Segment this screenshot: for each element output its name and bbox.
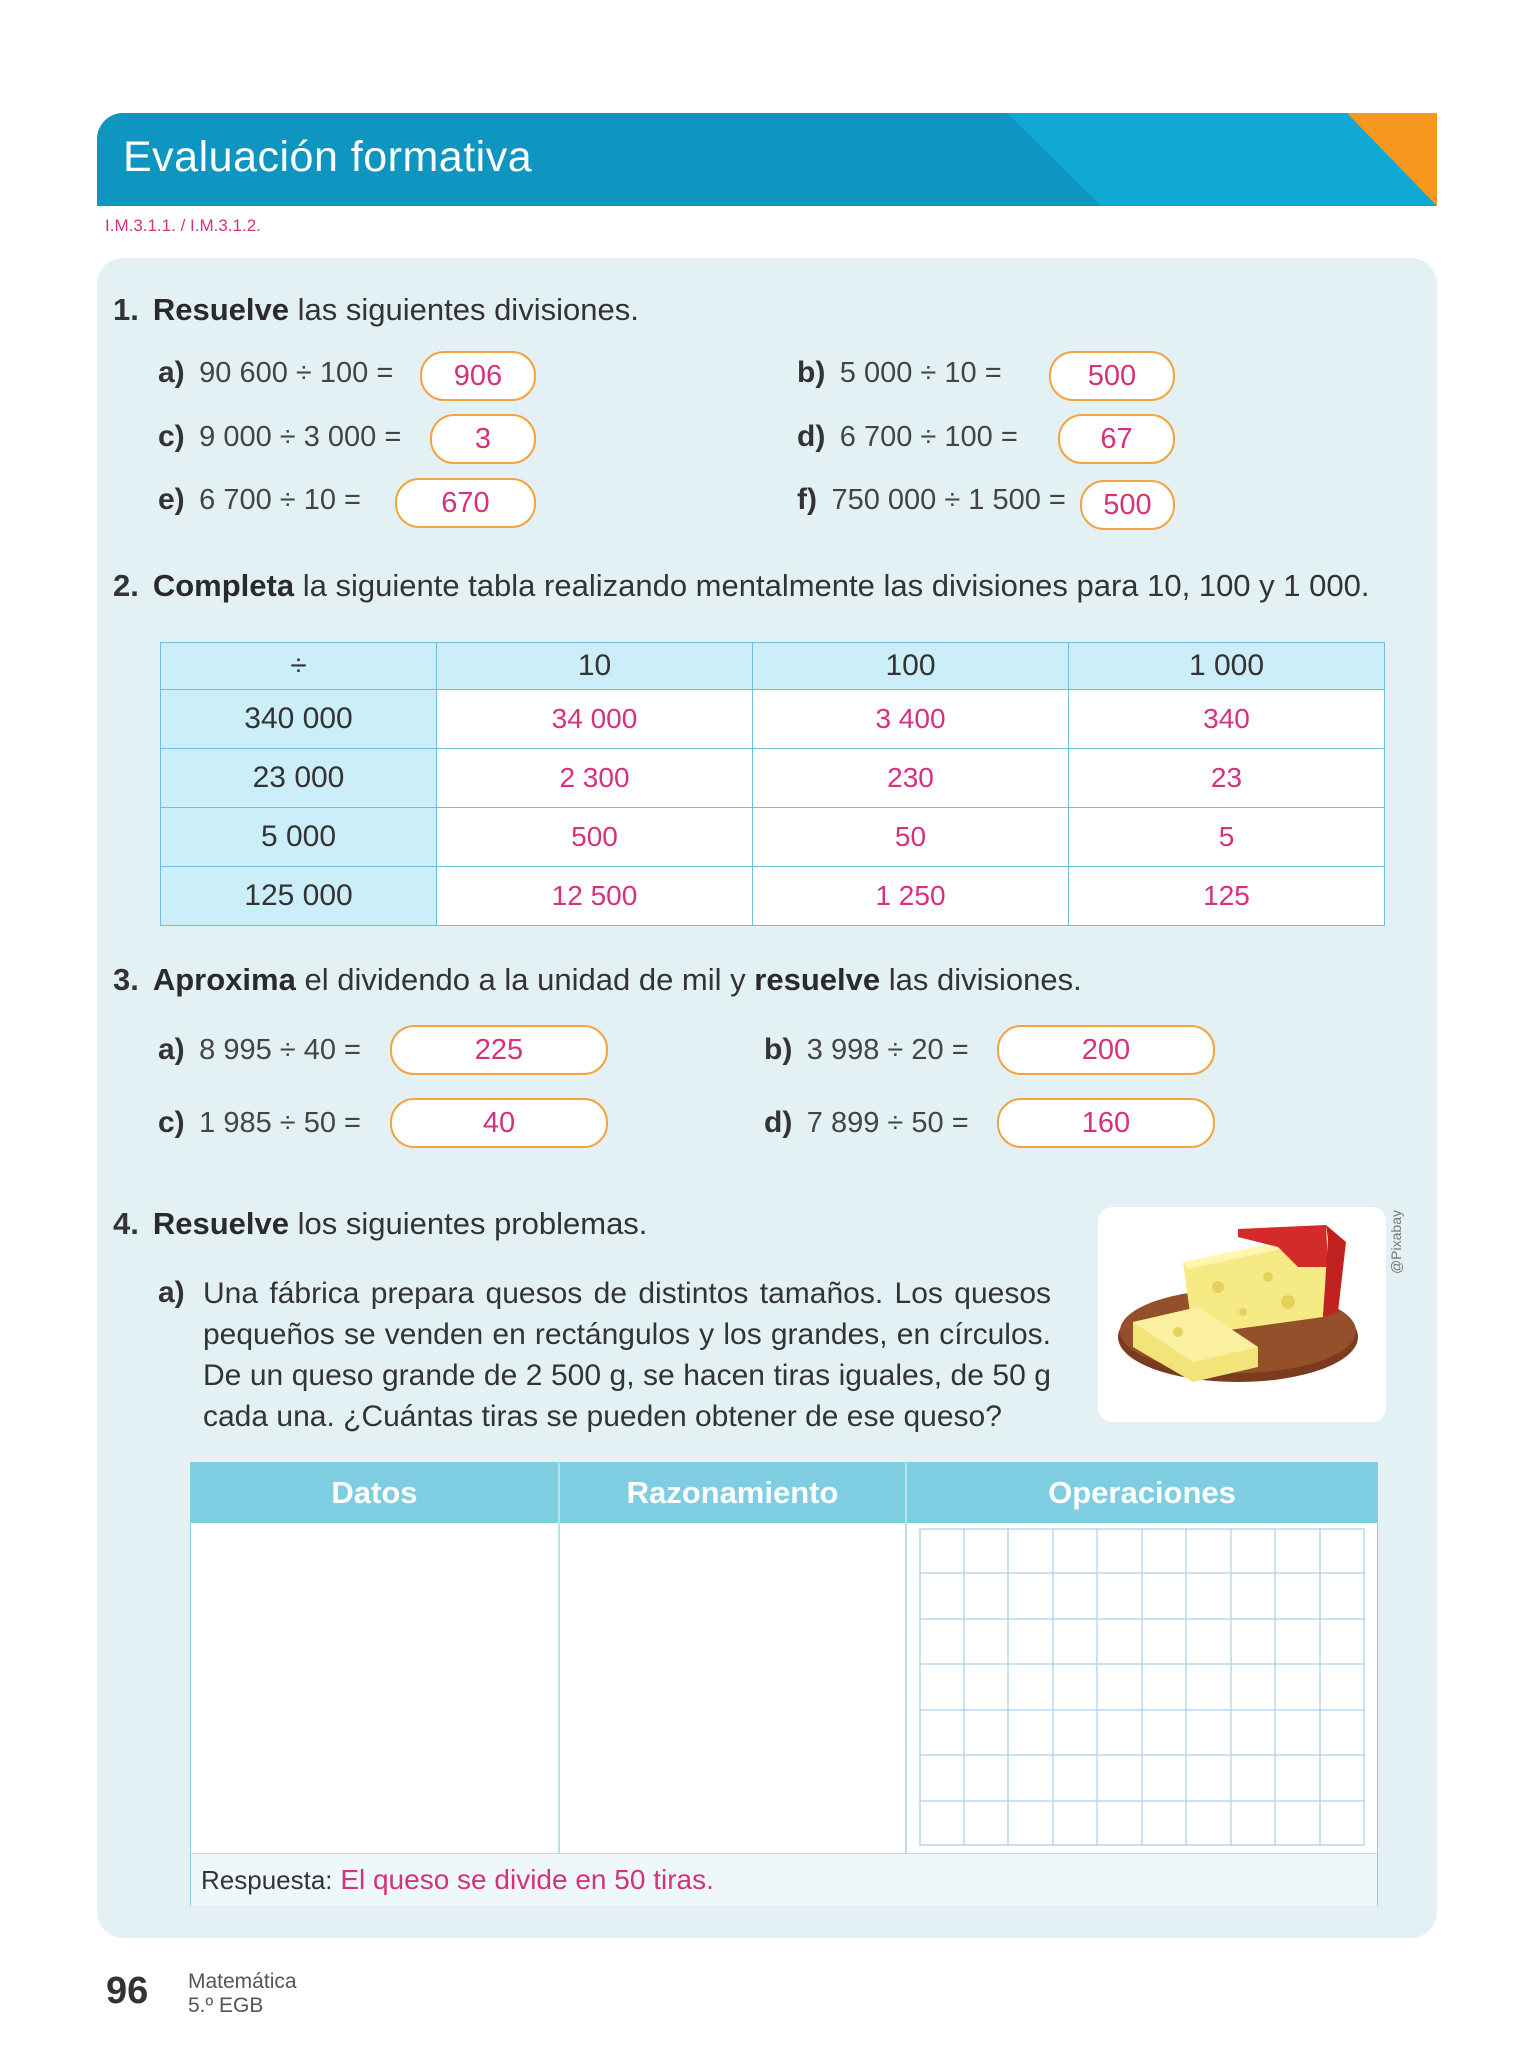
- table-header-cell: 1 000: [1069, 643, 1385, 690]
- razonamiento-area[interactable]: [560, 1523, 904, 1853]
- item-letter: b): [764, 1033, 793, 1066]
- table-answer-cell[interactable]: 5: [1069, 808, 1385, 867]
- operations-grid[interactable]: [919, 1528, 1365, 1846]
- q3-verb2: resuelve: [754, 962, 881, 997]
- q3-item-b: [764, 1033, 969, 1067]
- item-letter: d): [764, 1106, 793, 1139]
- table-answer-cell[interactable]: 3 400: [753, 690, 1069, 749]
- datos-area[interactable]: [191, 1523, 557, 1853]
- answer-box[interactable]: 67: [1058, 414, 1175, 464]
- subject-name: Matemática: [188, 1970, 297, 1993]
- header-banner: [97, 113, 1437, 206]
- q2-statement: [113, 568, 1369, 604]
- answer-box[interactable]: 40: [390, 1098, 608, 1148]
- table-answer-cell[interactable]: 500: [437, 808, 753, 867]
- table-answer-cell[interactable]: 125: [1069, 867, 1385, 926]
- q3-statement: [113, 962, 1082, 998]
- item-letter: e): [158, 483, 185, 516]
- answer-box[interactable]: 500: [1049, 351, 1175, 401]
- table-row-header: 23 000: [161, 749, 437, 808]
- grade-level: 5.º EGB: [188, 1994, 264, 2017]
- table-answer-cell[interactable]: 12 500: [437, 867, 753, 926]
- item-letter: d): [797, 420, 826, 453]
- q1-item-b: [797, 356, 1002, 390]
- table-row-header: 5 000: [161, 808, 437, 867]
- answer-row: [191, 1853, 1377, 1906]
- table-answer-cell[interactable]: 1 250: [753, 867, 1069, 926]
- subject-info: [188, 1970, 297, 2018]
- page-number: 96: [106, 1970, 149, 2012]
- q4-item-letter: a): [158, 1276, 185, 1309]
- item-expression: 1 985 ÷ 50 =: [199, 1107, 361, 1139]
- table-row: [161, 749, 1385, 808]
- q3-item-c: [158, 1106, 361, 1140]
- table-answer-cell[interactable]: 34 000: [437, 690, 753, 749]
- dua-label: DUA: [1210, 12, 1274, 44]
- q1-item-c: [158, 420, 401, 454]
- item-expression: 750 000 ÷ 1 500 =: [831, 484, 1066, 516]
- indicator-codes: I.M.3.1.1. / I.M.3.1.2.: [105, 216, 261, 235]
- column-header-datos: Datos: [191, 1463, 558, 1523]
- item-expression: 9 000 ÷ 3 000 =: [199, 421, 402, 453]
- item-expression: 8 995 ÷ 40 =: [199, 1034, 361, 1066]
- cheese-icon: [1098, 1207, 1386, 1422]
- answer-label: Respuesta:: [201, 1865, 333, 1895]
- table-header-cell: 10: [437, 643, 753, 690]
- column-divider: [905, 1463, 907, 1853]
- cheese-image: [1098, 1207, 1386, 1422]
- q3-mid: el dividendo a la unidad de mil y: [304, 962, 746, 997]
- table-row-header: 125 000: [161, 867, 437, 926]
- page-title: Evaluación formativa: [123, 133, 533, 181]
- item-expression: 7 899 ÷ 50 =: [806, 1107, 969, 1139]
- q1-item-f: [797, 483, 1066, 517]
- q4-statement: [113, 1206, 647, 1242]
- item-letter: c): [158, 1106, 185, 1139]
- item-letter: a): [158, 1033, 185, 1066]
- table-header-cell: ÷: [161, 643, 437, 690]
- q1-statement: [113, 292, 639, 328]
- item-expression: 3 998 ÷ 20 =: [806, 1034, 969, 1066]
- table-row: [161, 867, 1385, 926]
- answer-box[interactable]: 225: [390, 1025, 608, 1075]
- table-answer-cell[interactable]: 230: [753, 749, 1069, 808]
- q1-item-a: [158, 356, 393, 390]
- q3-item-d: [764, 1106, 969, 1140]
- answer-box[interactable]: 200: [997, 1025, 1215, 1075]
- table-row: [161, 690, 1385, 749]
- item-letter: a): [158, 356, 185, 389]
- answer-text[interactable]: El queso se divide en 50 tiras.: [340, 1864, 714, 1895]
- item-letter: f): [797, 483, 817, 516]
- table-row-header: 340 000: [161, 690, 437, 749]
- q2-number: 2.: [113, 568, 139, 603]
- q3-verb: Aproxima: [152, 962, 296, 997]
- table-answer-cell[interactable]: 23: [1069, 749, 1385, 808]
- column-header-operaciones: Operaciones: [907, 1463, 1377, 1523]
- q3-item-a: [158, 1033, 361, 1067]
- table-answer-cell[interactable]: 2 300: [437, 749, 753, 808]
- q3-rest: las divisiones.: [888, 962, 1082, 997]
- table-header-row: [161, 643, 1385, 690]
- item-letter: b): [797, 356, 826, 389]
- work-table: [190, 1462, 1378, 1906]
- answer-box[interactable]: 906: [420, 351, 536, 401]
- q2-verb: Completa: [152, 568, 295, 603]
- answer-box[interactable]: 500: [1080, 480, 1175, 530]
- item-expression: 90 600 ÷ 100 =: [199, 357, 394, 389]
- q1-verb: Resuelve: [152, 292, 289, 327]
- table-answer-cell[interactable]: 50: [753, 808, 1069, 867]
- q1-item-d: [797, 420, 1018, 454]
- item-letter: c): [158, 420, 185, 453]
- q1-rest: las siguientes divisiones.: [297, 292, 639, 327]
- problem-text: Una fábrica prepara quesos de distintos tamaños. Los quesos pequeños se venden en rectángulos y los grandes, en círculos. De un queso grande de 2 500 g, se hacen tiras iguales, de 50 g cada una. ¿Cuántas tiras se pueden obtener de ese queso?: [203, 1277, 1051, 1433]
- q1-item-e: [158, 483, 361, 517]
- table-header-cell: 100: [753, 643, 1069, 690]
- table-row: [161, 808, 1385, 867]
- dua-subtitle: Acción y expresión: [1122, 50, 1362, 80]
- item-expression: 6 700 ÷ 10 =: [199, 484, 361, 516]
- column-header-razonamiento: Razonamiento: [560, 1463, 905, 1523]
- q4-verb: Resuelve: [152, 1206, 289, 1241]
- q3-number: 3.: [113, 962, 139, 997]
- answer-box[interactable]: 160: [997, 1098, 1215, 1148]
- answer-box[interactable]: 3: [430, 414, 536, 464]
- q2-rest: la siguiente tabla realizando mentalmente las divisiones para 10, 100 y 1 000.: [302, 568, 1370, 603]
- item-expression: 5 000 ÷ 10 =: [839, 357, 1002, 389]
- answer-box[interactable]: 670: [395, 478, 536, 528]
- division-table: [160, 642, 1385, 926]
- table-answer-cell[interactable]: 340: [1069, 690, 1385, 749]
- image-credit: @Pixabay: [1388, 1210, 1404, 1275]
- q1-number: 1.: [113, 292, 139, 327]
- q4-number: 4.: [113, 1206, 139, 1241]
- q4-rest: los siguientes problemas.: [297, 1206, 648, 1241]
- item-expression: 6 700 ÷ 100 =: [839, 421, 1018, 453]
